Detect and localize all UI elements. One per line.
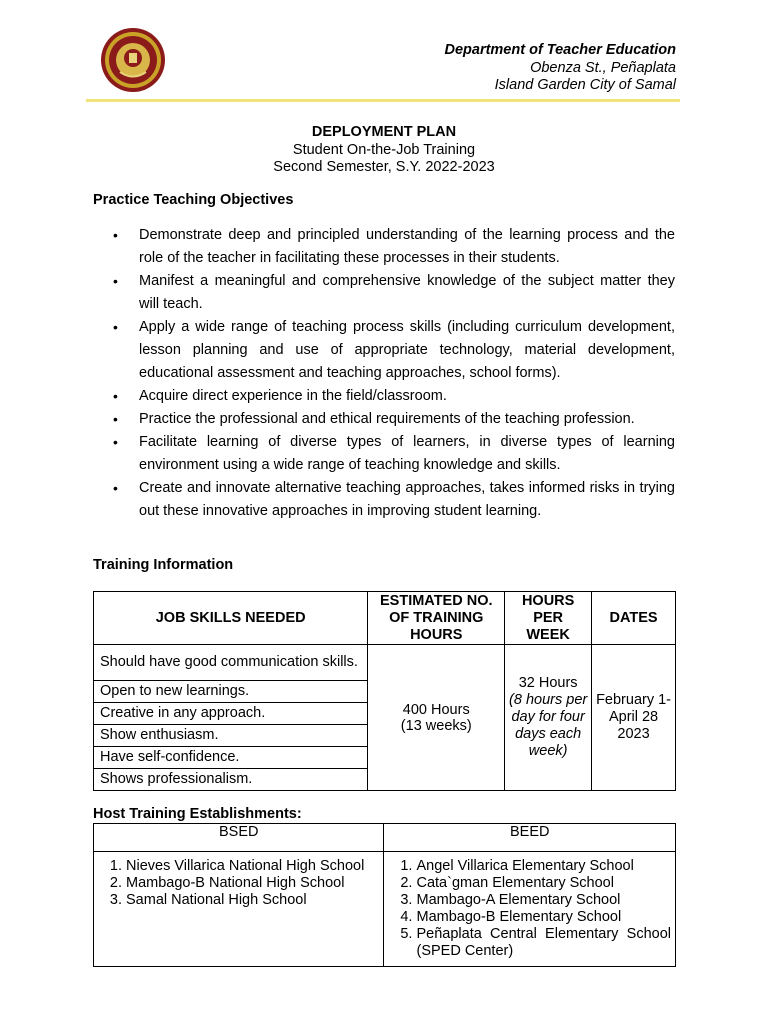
dates-cell: February 1- April 28 2023	[592, 645, 676, 791]
weekly-hours-cell	[505, 645, 592, 791]
list-item: 2. Cata`gman Elementary School	[416, 875, 671, 892]
document-title	[0, 124, 768, 177]
training-heading: Training Information	[93, 557, 234, 573]
hosts-heading: Host Training Establishments:	[93, 806, 302, 822]
header-divider	[86, 99, 680, 102]
list-item: 4. Mambago-B Elementary School	[416, 909, 671, 926]
list-item: • Facilitate learning of diverse types of learners, in diverse types of learning environment using a wide range of teaching knowledge and skills.	[93, 431, 675, 477]
weekly-note: (8 hours per day for four days each week)	[509, 692, 588, 759]
list-item: • Practice the professional and ethical requirements of the teaching profession.	[93, 408, 675, 431]
title-semester: Second Semester, S.Y. 2022-2023	[273, 159, 495, 175]
total-hours: 400 Hours	[402, 701, 470, 718]
list-item: • Create and innovate alternative teaching approaches, takes informed risks in trying out these innovative approaches in improving student learning.	[93, 477, 675, 523]
list-item: 5. Peñaplata Central Elementary School (SPED Center)	[416, 926, 671, 960]
title-sub: Student On-the-Job Training	[292, 141, 476, 158]
table-cell: Open to new learnings.	[94, 681, 368, 703]
total-hours-cell	[368, 645, 505, 791]
list-item: 3. Mambago-A Elementary School	[416, 892, 671, 909]
header-estimated-hours: ESTIMATED NO. OF TRAINING HOURS	[368, 592, 505, 645]
title-main: DEPLOYMENT PLAN	[311, 124, 457, 140]
total-weeks: (13 weeks)	[400, 717, 472, 734]
address-line-1: Obenza St., Peñaplata	[530, 59, 676, 76]
table-cell: Have self-confidence.	[94, 747, 368, 769]
training-table	[93, 591, 676, 791]
bsed-header: BSED	[94, 824, 384, 852]
list-item: • Manifest a meaningful and comprehensive knowledge of the subject matter they will teach.	[93, 270, 675, 316]
objectives-heading: Practice Teaching Objectives	[93, 192, 294, 208]
bsed-list	[98, 858, 379, 909]
beed-list	[388, 858, 671, 960]
list-item: • Acquire direct experience in the field/classroom.	[93, 385, 675, 408]
list-item: • Demonstrate deep and principled understanding of the learning process and the role of the teacher in facilitating these processes in their students.	[93, 224, 675, 270]
list-item: 2. Mambago-B National High School	[126, 875, 379, 892]
bsed-cell	[94, 852, 384, 967]
institution-header	[444, 42, 676, 95]
table-cell: Creative in any approach.	[94, 703, 368, 725]
beed-cell	[384, 852, 676, 967]
school-seal-logo	[100, 27, 166, 93]
list-item: 1. Angel Villarica Elementary School	[416, 858, 671, 875]
list-item: 3. Samal National High School	[126, 892, 379, 909]
address-line-2: Island Garden City of Samal	[494, 77, 676, 93]
table-cell: Shows professionalism.	[94, 769, 368, 791]
objectives-list	[93, 224, 675, 523]
list-item: 1. Nieves Villarica National High School	[126, 858, 379, 875]
header-dates: DATES	[592, 592, 676, 645]
beed-header: BEED	[384, 824, 676, 852]
header-skills: JOB SKILLS NEEDED	[94, 592, 368, 645]
table-cell: Should have good communication skills.	[94, 645, 368, 681]
table-cell: Show enthusiasm.	[94, 725, 368, 747]
list-item: • Apply a wide range of teaching process skills (including curriculum development, lesson planning and use of appropriate technology, material development, educational assessment and teaching approaches, school forms).	[93, 316, 675, 385]
weekly-hours: 32 Hours	[518, 675, 578, 691]
header-hours-per-week: HOURS PER WEEK	[505, 592, 592, 645]
department-name: Department of Teacher Education	[444, 42, 676, 58]
hosts-table	[93, 823, 676, 967]
